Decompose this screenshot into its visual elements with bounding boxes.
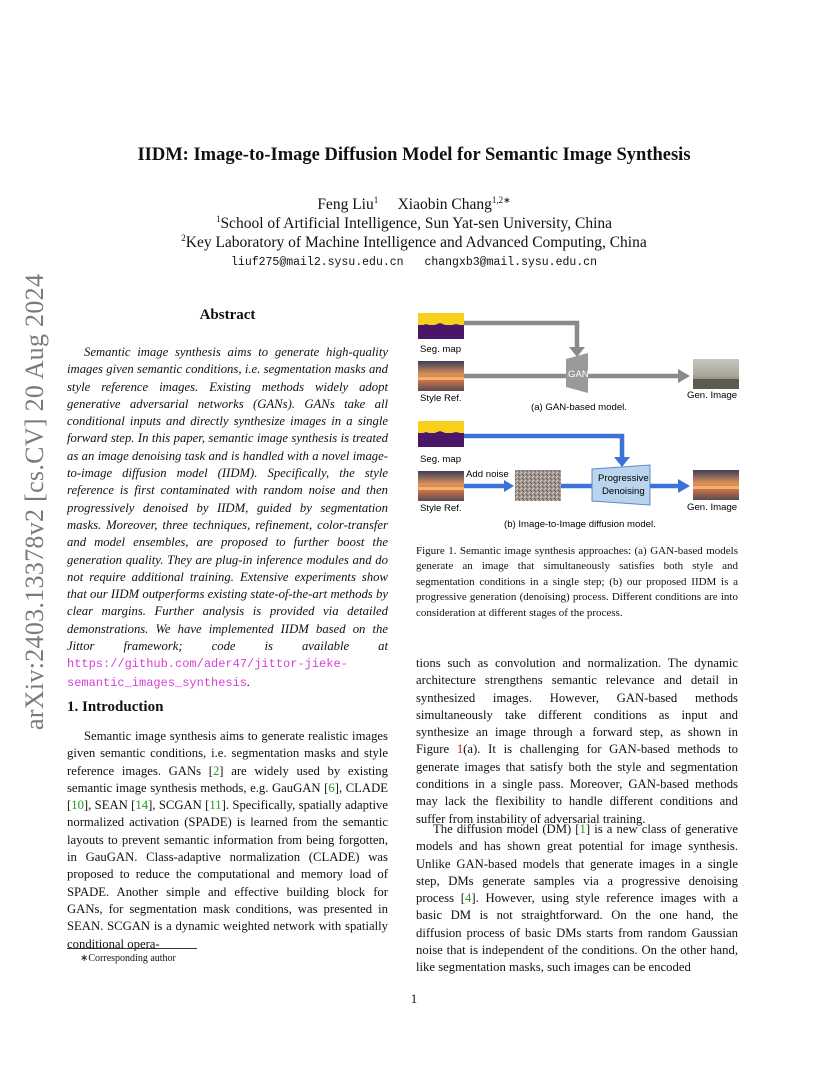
page-number: 1 [410,991,418,1006]
introduction-paragraph: Semantic image synthesis aims to generate realistic images given semantic conditions, i.e. segmentation masks and style reference images. GANs [2] are widely used by existing semantic image synthesis methods, e.g. GauGAN [6], CLADE [10], SEAN [14], SCGAN [11]. Specifically, spatially adaptive normalized activation (SPADE) is learned from the semantic layouts to prevent semantic information from being forgotten, in GauGAN. Class-adaptive normalization (CLADE) was proposed to reduce the computational and memory load of SPADE. Another simple and effective building block for GANs, for segmentation mask conditions, was presented in SEAN. SCGAN is a dynamic weighted network with spatially conditional opera- [67,729,388,951]
noisy-image [515,470,561,501]
email-1[interactable]: liuf275@mail2.sysu.edu.cn [231,256,404,269]
generated-image-b [693,470,739,500]
seg-map-label-a: Seg. map [420,344,462,355]
noise-arrowhead [504,480,514,492]
gen-image-label-b: Gen. Image [687,502,738,513]
style-ref-label-a: Style Ref. [420,393,462,404]
author-2: Xiaobin Chang [397,196,492,214]
denoising-label: Denoising [602,486,645,497]
gan-label: GAN [568,369,589,380]
seg-map-label-b: Seg. map [420,454,462,465]
seg-map-image-a [418,313,464,339]
style-ref-image-b [418,471,464,501]
email-2[interactable]: changxb3@mail.sysu.edu.cn [424,256,597,269]
section-heading-introduction: 1. Introduction [67,699,164,715]
style-ref-label-b: Style Ref. [420,503,462,514]
citation-11[interactable]: 11 [209,798,222,813]
add-noise-label: Add noise [466,469,509,480]
citation-6[interactable]: 6 [328,780,335,795]
figure-reference[interactable]: 1 [456,742,464,757]
seg-map-image-b [418,421,464,447]
paper-title: IIDM: Image-to-Image Diffusion Model for Semantic Image Synthesis [137,145,691,165]
author-1-affil: 1 [373,195,379,205]
affiliation-2: $^2$Key Laboratory of Machine Intelligence and Advanced Computing, China [181,233,647,252]
output-arrowhead-a [678,369,690,383]
footnote-rule [67,948,197,949]
style-ref-image-a [418,361,464,391]
citation-4[interactable]: 4 [465,891,472,906]
progressive-label: Progressive [598,473,649,484]
seg-arrow-a [464,323,577,349]
author-1: Feng Liu [317,196,374,214]
citation-2[interactable]: 2 [212,763,220,778]
citation-14[interactable]: 14 [135,798,149,813]
generated-image-a [693,359,739,389]
output-arrowhead-b [678,479,690,493]
citation-1[interactable]: 1 [579,822,586,836]
code-link[interactable]: https://github.com/ader47/jittor-jieke-semantic_images_synthesis [67,657,348,690]
abstract-body: Semantic image synthesis aims to generate high-quality images given semantic conditions, i.e. segmentation masks and style reference images. Existing methods widely adopt generative adversarial networks (GANs). GANs take all conditional inputs and directly synthesize images in a single forward step. In this paper, semantic image synthesis is treated as an image denoising task and is handled with a novel image-to-image diffusion model (IIDM). Specifically, the style reference is first contaminated with random noise and then progressively denoised by IIDM, guided by segmentation masks. Moreover, three techniques, refinement, color-transfer and model ensembles, are proposed to further boost the generation quality. They are plug-in inference modules and do not require additional training. Extensive experiments show that our IIDM outperforms existing state-of-the-art methods by clear margins. Further analysis is provided via detailed demonstrations. We have implemented IIDM based on the Jittor framework; code is available at https://github.com/ader47/jittor-jieke-semantic_images_synthesis. [67,345,388,690]
subcaption-a: (a) GAN-based model. [531,402,627,413]
author-2-affil: 1,2∗ [491,195,511,205]
affiliation-1: $^1$School of Artificial Intelligence, Sun Yat-sen University, China [215,214,613,233]
author-line [0,195,828,214]
seg-arrow-b [464,436,622,459]
citation-10[interactable]: 10 [71,798,84,813]
figure-1-caption: Figure 1. Semantic image synthesis approaches: (a) GAN-based models generate an image that simultaneously satisfies both style and segmentation conditions in a single step; (b) our proposed IIDM is a progressive generation (denoising) process. Different conditions are into consideration at different stages of the process. [416,545,738,619]
author-emails [0,256,828,269]
figure-1 [416,305,746,535]
arxiv-stamp: arXiv:2403.13378v2 [cs.CV] 20 Aug 2024 [20,273,49,730]
footnote: ∗Corresponding author [80,953,176,964]
progressive-denoising-box [592,465,650,505]
abstract-heading: Abstract [199,307,256,323]
right-column-paragraph-2: The diffusion model (DM) [1] is a new class of generative models and has shown great potential for image synthesis. Unlike GAN-based models that generate images in a single step, DMs generate samples via a progressive denoising process [4]. However, using style reference images with a basic DM is not straightforward. On the one hand, the diffusion process of basic DMs starts from random Gaussian noise that is independent of the conditions. On the other hand, like segmentation masks, such images can be encoded [416,822,739,975]
subcaption-b: (b) Image-to-Image diffusion model. [504,519,656,530]
gen-image-label-a: Gen. Image [687,390,738,401]
right-column-paragraph-1: tions such as convolution and normalization. The dynamic architecture strengthens semantic relevance and detail in synthesized images. However, GAN-based methods simultaneously take different conditions as input and synthesize an image through a forward step, as shown in Figure 1(a). It is challenging for GAN-based methods to generate images that satisfy both the style and segmentation conditions in a single pass. Moreover, GAN-based methods may lack the flexibility to handle different conditions and suffer from instability of adversarial training. [416,656,738,826]
seg-arrowhead-b [614,457,630,467]
